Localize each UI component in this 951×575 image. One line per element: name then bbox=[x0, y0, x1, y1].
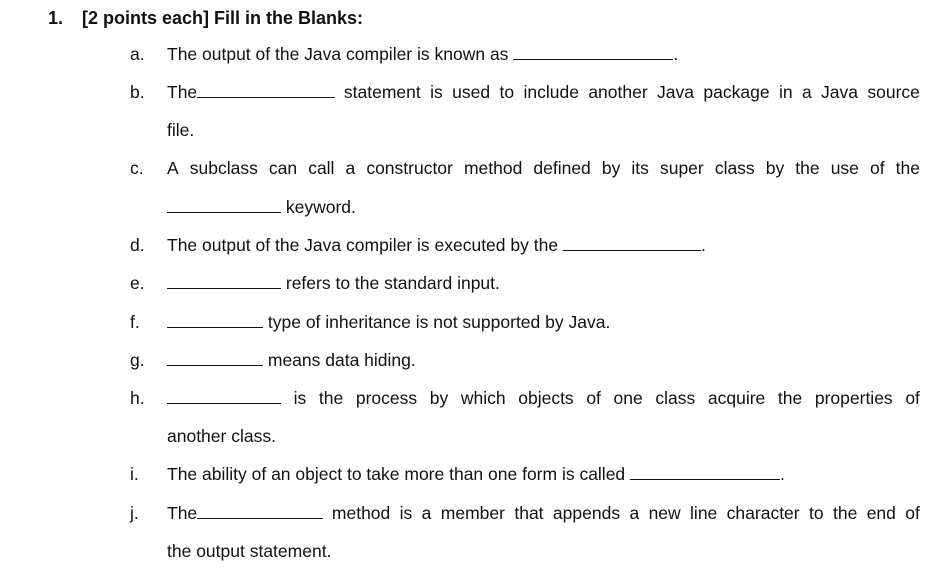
question-letter: h. bbox=[130, 388, 145, 408]
question-text: The output of the Java compiler is executed by the . bbox=[167, 235, 706, 255]
question-text: The statement is used to include another Java package in a Java source bbox=[167, 82, 920, 102]
question-letter: j. bbox=[130, 503, 139, 523]
section-heading bbox=[48, 8, 363, 29]
answer-blank[interactable] bbox=[630, 464, 780, 480]
question-text: The method is a member that appends a new line character to the end of bbox=[167, 503, 920, 523]
answer-blank[interactable] bbox=[197, 503, 323, 519]
question-letter: b. bbox=[130, 82, 145, 102]
answer-blank[interactable] bbox=[563, 235, 701, 251]
question-text-line2: file. bbox=[167, 120, 195, 140]
answer-blank[interactable] bbox=[167, 350, 263, 366]
answer-blank[interactable] bbox=[513, 44, 673, 60]
question-text: The ability of an object to take more than one form is called . bbox=[167, 464, 785, 484]
question-text: A subclass can call a constructor method defined by its super class by the use of the bbox=[167, 158, 920, 178]
question-letter: d. bbox=[130, 235, 145, 255]
answer-blank[interactable] bbox=[167, 273, 281, 289]
answer-blank[interactable] bbox=[167, 197, 281, 213]
question-letter: c. bbox=[130, 158, 144, 178]
question-text-line2: another class. bbox=[167, 426, 276, 446]
question-text: The output of the Java compiler is known as . bbox=[167, 44, 679, 64]
question-text-line2: keyword. bbox=[167, 197, 920, 218]
question-text: is the process by which objects of one class acquire the properties of bbox=[167, 388, 920, 409]
question-letter: f. bbox=[130, 312, 140, 332]
question-letter: g. bbox=[130, 350, 145, 370]
answer-blank[interactable] bbox=[167, 388, 281, 404]
section-number: 1. bbox=[48, 8, 64, 28]
question-text: means data hiding. bbox=[167, 350, 920, 371]
question-letter: a. bbox=[130, 44, 145, 64]
question-text: refers to the standard input. bbox=[167, 273, 920, 294]
answer-blank[interactable] bbox=[197, 82, 335, 98]
answer-blank[interactable] bbox=[167, 312, 263, 328]
section-title: [2 points each] Fill in the Blanks: bbox=[82, 8, 364, 28]
question-text-line2: the output statement. bbox=[167, 541, 332, 561]
question-letter: i. bbox=[130, 464, 139, 484]
question-text: type of inheritance is not supported by Java. bbox=[167, 312, 920, 333]
question-letter: e. bbox=[130, 273, 145, 293]
